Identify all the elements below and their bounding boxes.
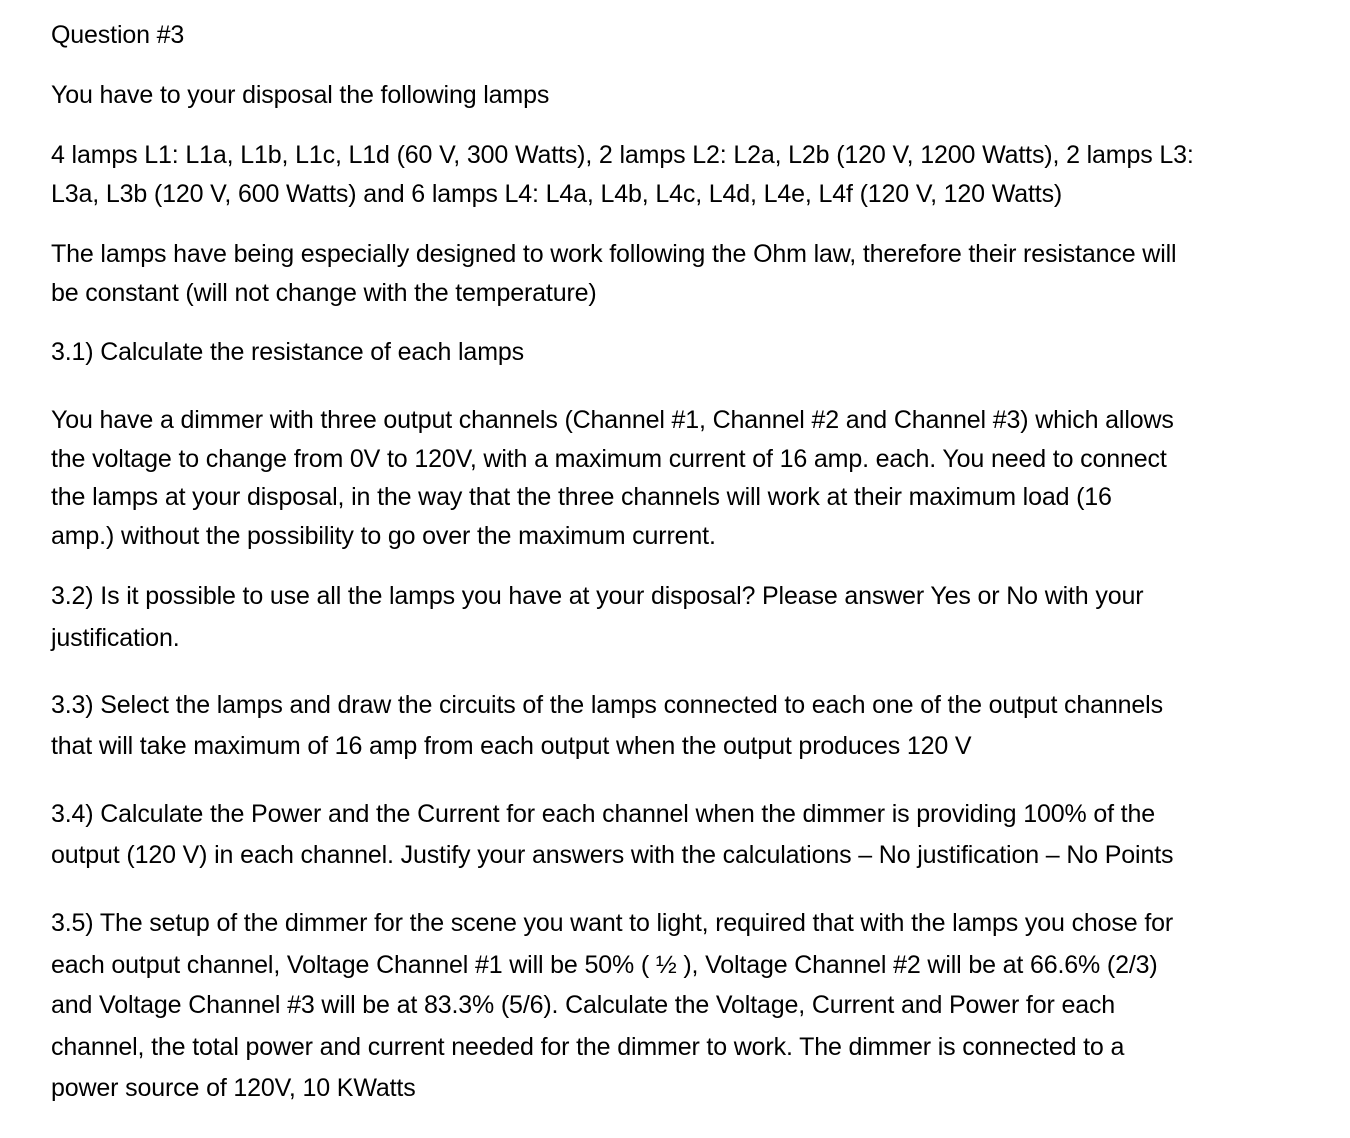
question-3-5-line-3: and Voltage Channel #3 will be at 83.3% (5/6). Calculate the Voltage, Current and Power for each: [51, 991, 1116, 1019]
question-3-2-line-2: justification.: [51, 624, 180, 652]
dimmer-line-3: the lamps at your disposal, in the way that the three channels will work at their maximum load (16: [51, 483, 1112, 511]
question-3-1: 3.1) Calculate the resistance of each lamps: [51, 338, 524, 366]
question-3-5-line-4: channel, the total power and current needed for the dimmer to work. The dimmer is connected to a: [51, 1033, 1125, 1061]
lamps-line-2: L3a, L3b (120 V, 600 Watts) and 6 lamps L4: L4a, L4b, L4c, L4d, L4e, L4f (120 V, 120 Watts): [51, 180, 1063, 208]
dimmer-line-4: amp.) without the possibility to go over the maximum current.: [51, 522, 716, 550]
dimmer-line-2: the voltage to change from 0V to 120V, with a maximum current of 16 amp. each. You need to connect: [51, 445, 1167, 473]
question-3-4-line-2: output (120 V) in each channel. Justify your answers with the calculations – No justification – No Points: [51, 841, 1174, 869]
ohm-line-2: be constant (will not change with the temperature): [51, 279, 597, 307]
question-3-3-line-2: that will take maximum of 16 amp from each output when the output produces 120 V: [51, 732, 972, 760]
question-3-2-line-1: 3.2) Is it possible to use all the lamps you have at your disposal? Please answer Yes or No with your: [51, 582, 1144, 610]
dimmer-line-1: You have a dimmer with three output channels (Channel #1, Channel #2 and Channel #3) which allows: [51, 406, 1174, 434]
lamps-line-1: 4 lamps L1: L1a, L1b, L1c, L1d (60 V, 300 Watts), 2 lamps L2: L2a, L2b (120 V, 1200 Watts), 2 lamps L3:: [51, 141, 1194, 169]
question-3-3-line-1: 3.3) Select the lamps and draw the circuits of the lamps connected to each one of the output channels: [51, 691, 1163, 719]
question-3-5-line-1: 3.5) The setup of the dimmer for the scene you want to light, required that with the lamps you chose for: [51, 909, 1174, 937]
ohm-line-1: The lamps have being especially designed to work following the Ohm law, therefore their resistance will: [51, 240, 1177, 268]
question-title: Question #3: [51, 21, 185, 49]
question-3-4-line-1: 3.4) Calculate the Power and the Current for each channel when the dimmer is providing 100% of the: [51, 800, 1155, 828]
question-3-5-line-5: power source of 120V, 10 KWatts: [51, 1074, 416, 1102]
question-3-5-line-2: each output channel, Voltage Channel #1 will be 50% ( ½ ), Voltage Channel #2 will be at 66.6% (2/3): [51, 951, 1158, 979]
intro-text: You have to your disposal the following lamps: [51, 81, 550, 109]
